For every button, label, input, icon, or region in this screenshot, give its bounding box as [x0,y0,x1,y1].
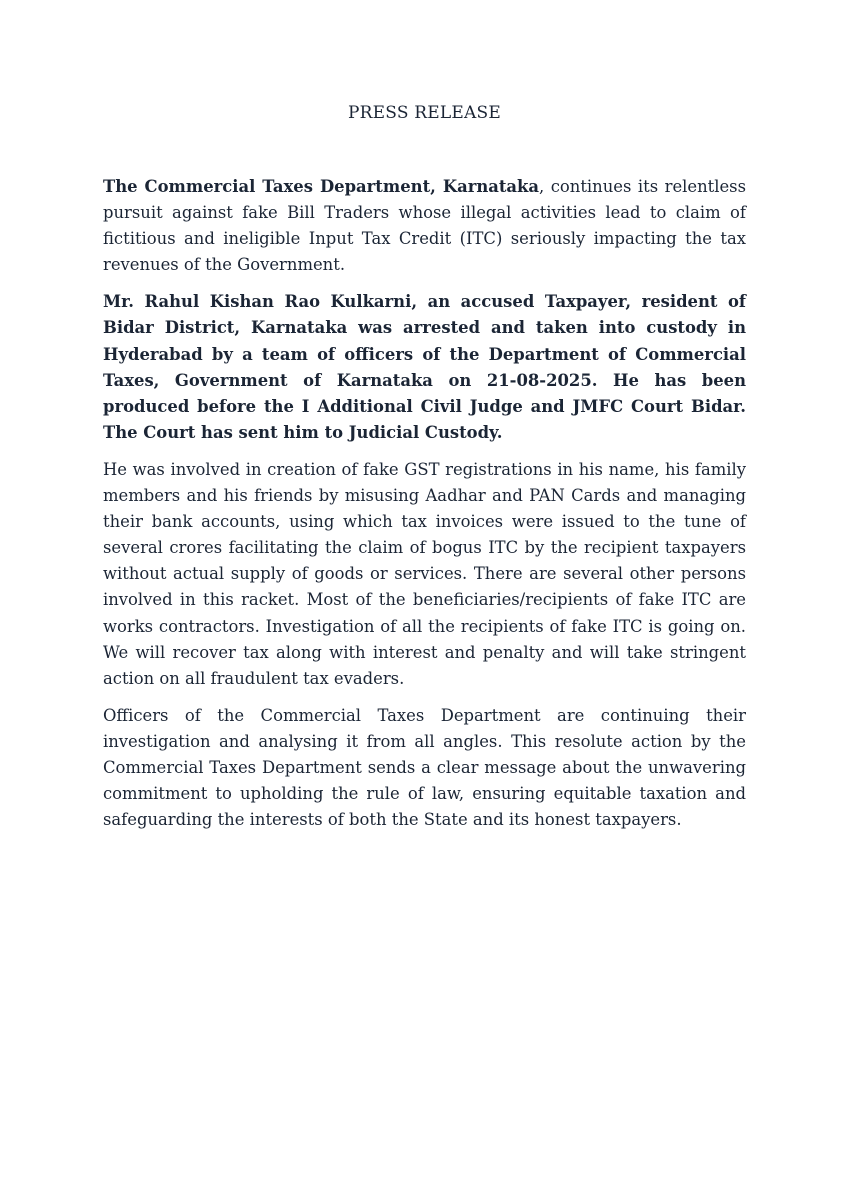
paragraph-intro [103,174,746,278]
intro-text: , continues its relentless pursuit against fake Bill Traders whose illegal activities lead to claim of fictitious and ineligible Input Tax Credit (ITC) seriously impacting the tax revenues of the Government. [103,177,746,275]
department-name: The Commercial Taxes Department, Karnataka [103,177,540,196]
paragraph-details: He was involved in creation of fake GST registrations in his name, his family members and his friends by misusing Aadhar and PAN Cards and managing their bank accounts, using which tax invoices were issued to the tune of several crores facilitating the claim of bogus ITC by the recipient taxpayers without actual supply of goods or services. There are several other persons involved in this racket. Most of the beneficiaries/recipients of fake ITC are works contractors. Investigation of all the recipients of fake ITC is going on. We will recover tax along with interest and penalty and will take stringent action on all fraudulent tax evaders. [103,459,746,688]
document-body [103,174,746,844]
paragraph-conclusion: Officers of the Commercial Taxes Department are continuing their investigation and analysing it from all angles. This resolute action by the Commercial Taxes Department sends a clear message about the unwavering commitment to upholding the rule of law, ensuring equitable taxation and safeguarding the interests of both the State and its honest taxpayers. [103,705,746,830]
document-title: PRESS RELEASE [348,103,501,123]
paragraph-arrest: Mr. Rahul Kishan Rao Kulkarni, an accused Taxpayer, resident of Bidar District, Karnataka was arrested and taken into custody in Hyderabad by a team of officers of the Department of Commercial Taxes, Government of Karnataka on 21-08-2025. He has been produced before the I Additional Civil Judge and JMFC Court Bidar. The Court has sent him to Judicial Custody. [103,292,746,442]
